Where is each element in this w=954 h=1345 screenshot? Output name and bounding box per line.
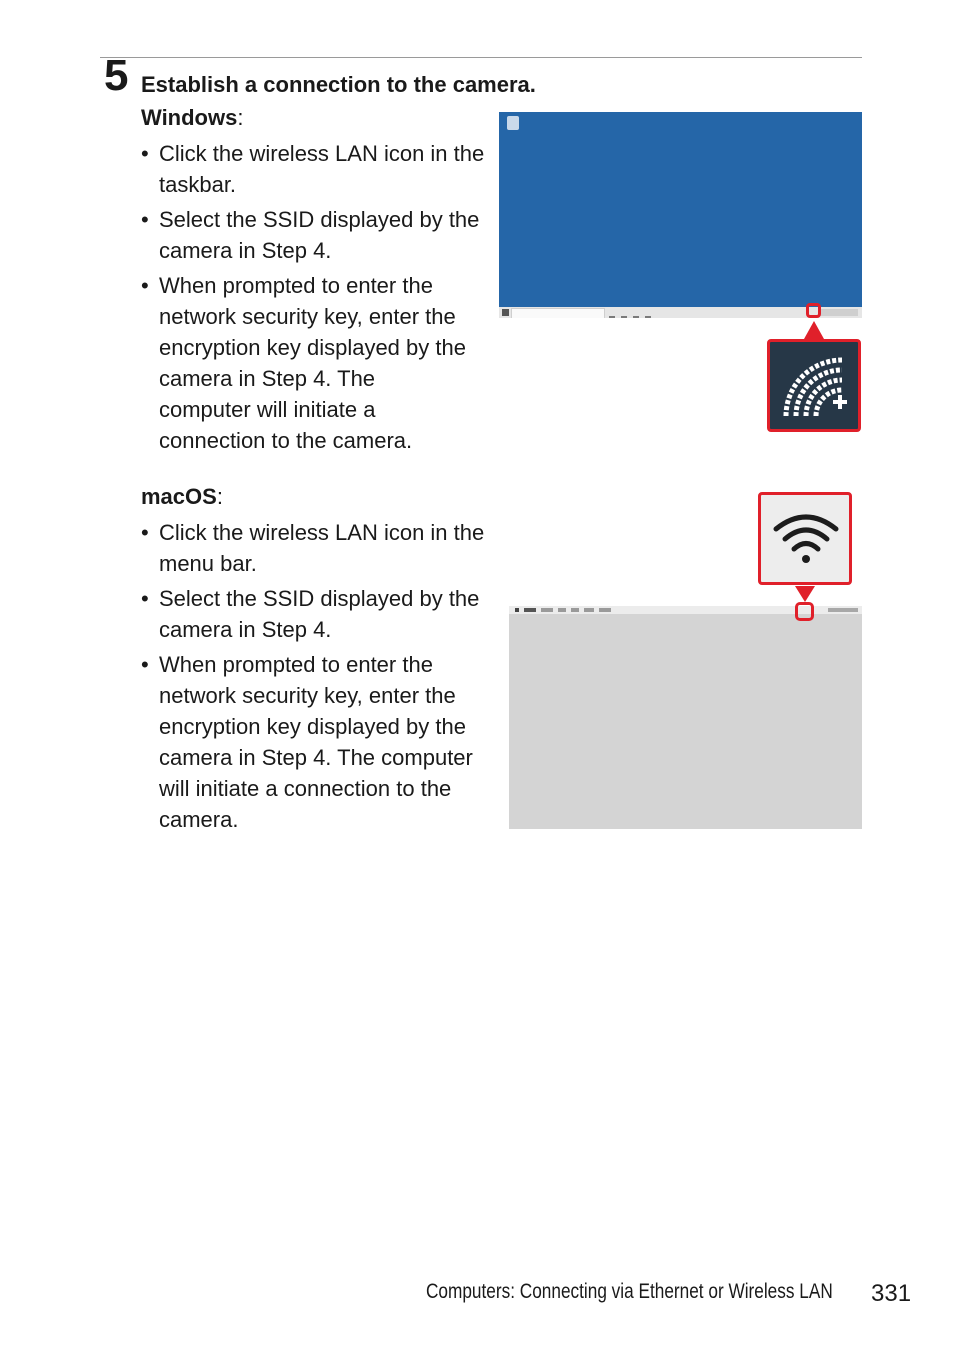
mac-status-icons bbox=[828, 608, 858, 612]
mac-desktop-illustration bbox=[509, 606, 862, 829]
arrow-down-icon bbox=[795, 586, 815, 602]
wifi-icon bbox=[771, 511, 841, 567]
list-item: • Click the wireless LAN icon in the menu bar. bbox=[141, 517, 489, 579]
windows-wireless-lan-icon-highlight bbox=[806, 303, 821, 318]
macos-heading: macOS: bbox=[141, 484, 223, 509]
page-number: 331 bbox=[871, 1280, 912, 1307]
step-number: 5 bbox=[104, 51, 129, 100]
mac-wireless-lan-icon-highlight bbox=[795, 602, 814, 621]
footer-section-title: Computers: Connecting via Ethernet or Wireless LAN bbox=[426, 1280, 833, 1303]
macos-section bbox=[141, 483, 491, 839]
wifi-plus-icon bbox=[780, 354, 850, 420]
taskbar-app-icons bbox=[609, 309, 659, 316]
list-item: • Click the wireless LAN icon in the taskbar. bbox=[141, 138, 489, 200]
arrow-up-icon bbox=[804, 321, 824, 339]
list-item: • Select the SSID displayed by the camera in Step 4. bbox=[141, 204, 489, 266]
list-item: • When prompted to enter the network security key, enter the encryption key displayed by the camera in Step 4. The computer will initiate a connection to the camera. bbox=[141, 270, 471, 456]
windows-start-icon bbox=[502, 309, 509, 316]
windows-desktop-illustration bbox=[499, 112, 862, 318]
list-item: • Select the SSID displayed by the camera in Step 4. bbox=[141, 583, 489, 645]
windows-section bbox=[141, 104, 491, 460]
recycle-bin-icon bbox=[507, 116, 519, 130]
mac-menu-items bbox=[515, 608, 616, 626]
mac-wireless-lan-zoom bbox=[758, 492, 852, 585]
top-rule bbox=[100, 57, 862, 58]
list-item: • When prompted to enter the network security key, enter the encryption key displayed by the camera in Step 4. The computer will initiate a connection to the camera. bbox=[141, 649, 491, 835]
macos-bullet-list bbox=[141, 517, 491, 835]
system-tray bbox=[818, 309, 858, 316]
windows-heading: Windows: bbox=[141, 105, 244, 130]
windows-bullet-list bbox=[141, 138, 491, 456]
windows-search-box bbox=[511, 308, 605, 318]
step-title: Establish a connection to the camera. bbox=[141, 72, 536, 97]
windows-wireless-lan-zoom bbox=[767, 339, 861, 432]
